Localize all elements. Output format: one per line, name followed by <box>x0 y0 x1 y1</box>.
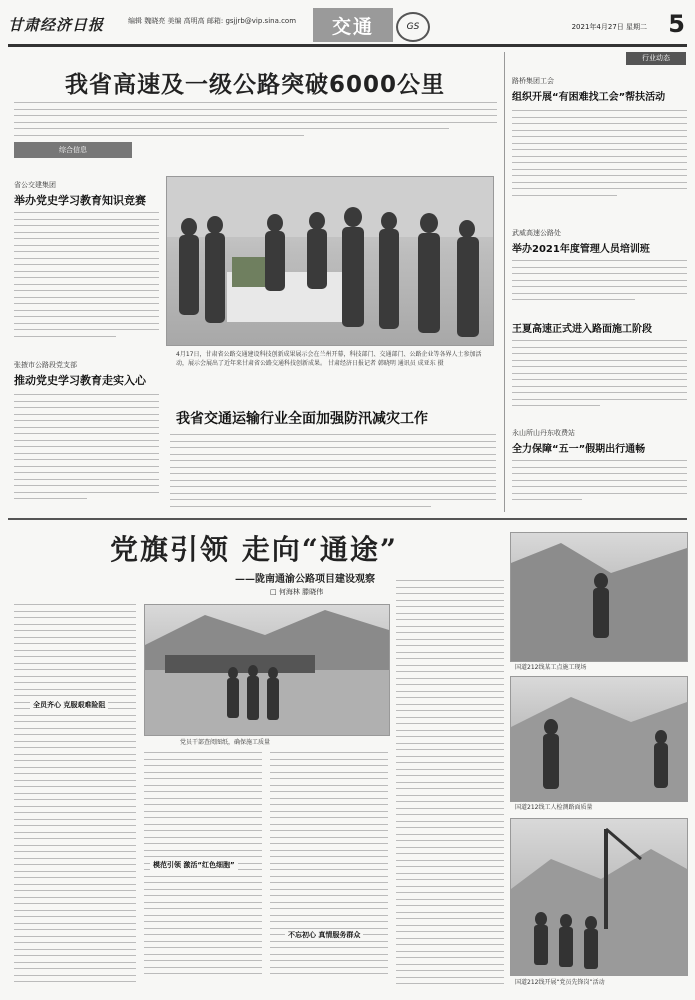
feature-sub-heading-1: 全员齐心 克服艰难险阻 <box>30 700 108 710</box>
feature-photo-right-1-scene <box>511 533 687 661</box>
right-story-title-4: 全力保障“五一”假期出行通畅 <box>512 444 646 455</box>
feature-body-col-1 <box>14 604 136 984</box>
mid-story-body <box>170 434 496 514</box>
lead-photo-credit: 甘肃经济日报记者 韩晓明 通讯员 成亚东 摄 <box>327 360 444 367</box>
feature-photo-main-scene <box>145 605 389 735</box>
feature-photo-right-2-scene <box>511 677 687 801</box>
right-tag-4: 永山所山丹东收费站 <box>512 429 575 437</box>
left-section-tag: 综合信息 <box>14 142 132 158</box>
right-column-divider <box>504 52 505 512</box>
page-number: 5 <box>668 10 685 38</box>
right-story-body-2 <box>512 260 687 312</box>
feature-sub-heading-2: 模范引领 激活“红色细胞” <box>150 860 238 870</box>
feature-photo-right-1-caption: 国道212线某工点施工现场 <box>515 664 587 671</box>
feature-photo-right-3-caption: 国道212线开展“党员先锋岗”活动 <box>515 979 605 986</box>
right-story-body-3 <box>512 340 687 418</box>
left-tag-1: 省公交建集团 <box>14 181 56 189</box>
feature-photo-right-1 <box>510 532 688 662</box>
feature-photo-right-2-caption: 国道212线工人检测路面质量 <box>515 804 593 811</box>
mid-story-title: 我省交通运输行业全面加强防汛减灾工作 <box>176 411 428 427</box>
feature-photo-main-caption: 党员干部查阅图纸，确保施工质量 <box>180 739 271 746</box>
lead-photo-scene <box>167 177 493 345</box>
issue-date: 2021年4月27日 星期二 <box>571 23 647 31</box>
section-name: 交通 <box>313 8 393 42</box>
staff-info: 编辑 魏晓亮 美编 高明高 邮箱: gsjjrb@vip.sina.com <box>128 17 297 25</box>
lead-photo <box>166 176 494 346</box>
feature-photo-right-2 <box>510 676 688 802</box>
feature-body-col-3 <box>270 752 388 984</box>
left-story-body-1 <box>14 212 159 344</box>
right-story-body-4 <box>512 460 687 510</box>
right-story-title-1: 组织开展“有困难找工会”帮扶活动 <box>512 92 666 103</box>
right-story-title-2: 举办2021年度管理人员培训班 <box>512 244 650 255</box>
feature-title: 党旗引领 走向“通途” <box>110 533 398 566</box>
feature-body-col-4 <box>396 580 504 984</box>
left-story-body-2 <box>14 394 159 512</box>
lead-headline: 我省高速及一级公路突破6000公里 <box>64 72 445 98</box>
feature-sub-heading-3: 不忘初心 真情服务群众 <box>285 930 363 940</box>
lead-body-text <box>14 102 497 140</box>
feature-byline: □ 何海林 滕晓伟 <box>270 588 324 596</box>
feature-divider <box>8 518 687 520</box>
right-story-title-3: 王夏高速正式进入路面施工阶段 <box>512 324 652 335</box>
left-story-title-2: 推动党史学习教育走实入心 <box>14 374 146 387</box>
feature-subtitle: ——陇南通渝公路项目建设观察 <box>235 574 375 585</box>
lead-photo-caption <box>176 350 490 388</box>
right-tag-1: 路桥集团工会 <box>512 77 554 85</box>
masthead <box>8 6 687 47</box>
left-story-title-1: 举办党史学习教育知识竞赛 <box>14 194 146 207</box>
feature-photo-right-3 <box>510 818 688 976</box>
feature-photo-main <box>144 604 390 736</box>
right-section-tag: 行业动态 <box>626 52 686 65</box>
left-tag-2: 张掖市公路段党支部 <box>14 361 77 369</box>
right-tag-2: 武威高速公路处 <box>512 229 561 237</box>
section-logo-icon: GS <box>396 12 430 42</box>
feature-photo-right-3-scene <box>511 819 687 975</box>
lead-photo-caption-text: 4月17日，甘肃省公路交通建设科技创新成果展示会在兰州开幕，科技部门、交通部门、公路企业等各界人士参加活动，展示会展出了近年来甘肃省公路交通科技创新成果。 <box>176 351 482 367</box>
paper-name: 甘肃经济日报 <box>8 16 105 34</box>
right-story-body-1 <box>512 110 687 210</box>
